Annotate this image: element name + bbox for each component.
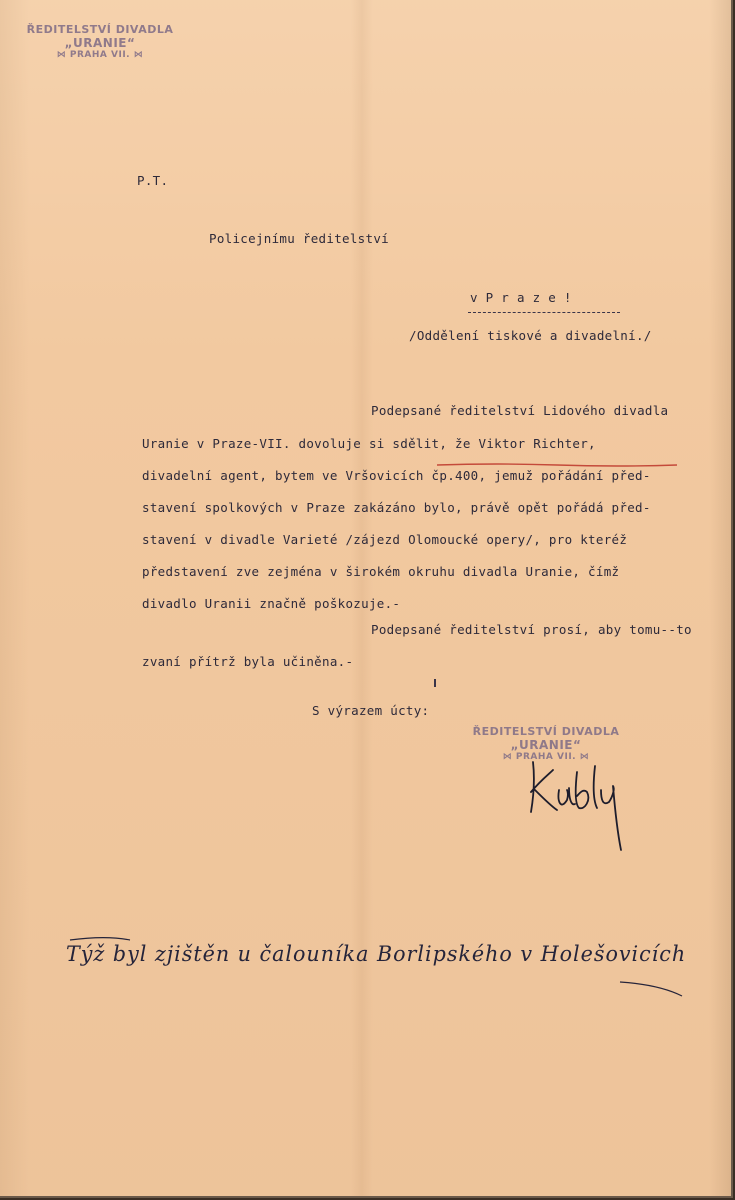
stamp-line-3: ⋈ PRAHA VII. ⋈ bbox=[56, 50, 144, 61]
city: v P r a z e ! bbox=[470, 290, 572, 305]
stamp-line-2: „URANIE“ bbox=[510, 737, 582, 752]
margin-tick bbox=[434, 679, 436, 687]
closing: S výrazem úcty: bbox=[312, 703, 430, 718]
stamp-line-2: „URANIE“ bbox=[64, 35, 136, 50]
department: /Oddělení tiskové a divadelní./ bbox=[409, 328, 652, 343]
stamp-line-1: ŘEDITELSTVÍ DIVADLA bbox=[472, 725, 620, 738]
director-signature bbox=[505, 750, 635, 860]
stamp-line-3: ⋈ PRAHA VII. ⋈ bbox=[502, 752, 590, 763]
body-line-1: Podepsané ředitelství Lidového divadla bbox=[371, 403, 669, 418]
body-line-9: zvaní přítrž byla učiněna.- bbox=[142, 654, 354, 669]
salutation: P.T. bbox=[137, 173, 169, 188]
handwritten-note: Týž byl zjištěn u čalouníka Borlipského v Holešovicích bbox=[66, 942, 687, 966]
body-line-8: Podepsané ředitelství prosí, aby tomu--to bbox=[371, 622, 692, 637]
recipient: Policejnímu ředitelství bbox=[209, 231, 389, 246]
stamp-line-1: ŘEDITELSTVÍ DIVADLA bbox=[26, 23, 174, 36]
body-line-3: divadelní agent, bytem ve Vršovicích čp.400, jemuž pořádání před- bbox=[142, 468, 651, 483]
body-line-2: Uranie v Praze-VII. dovoluje si sdělit, že Viktor Richter, bbox=[142, 436, 596, 451]
body-line-6: představení zve zejména v širokém okruhu divadla Uranie, čímž bbox=[142, 564, 620, 579]
body-line-7: divadlo Uranii značně poškozuje.- bbox=[142, 596, 401, 611]
body-line-4: stavení spolkových v Praze zakázáno bylo, právě opět pořádá před- bbox=[142, 500, 651, 515]
theatre-stamp-top bbox=[20, 24, 180, 61]
body-line-5: stavení v divadle Varieté /zájezd Olomoucké opery/, pro kteréž bbox=[142, 532, 628, 547]
city-underline bbox=[468, 312, 620, 313]
